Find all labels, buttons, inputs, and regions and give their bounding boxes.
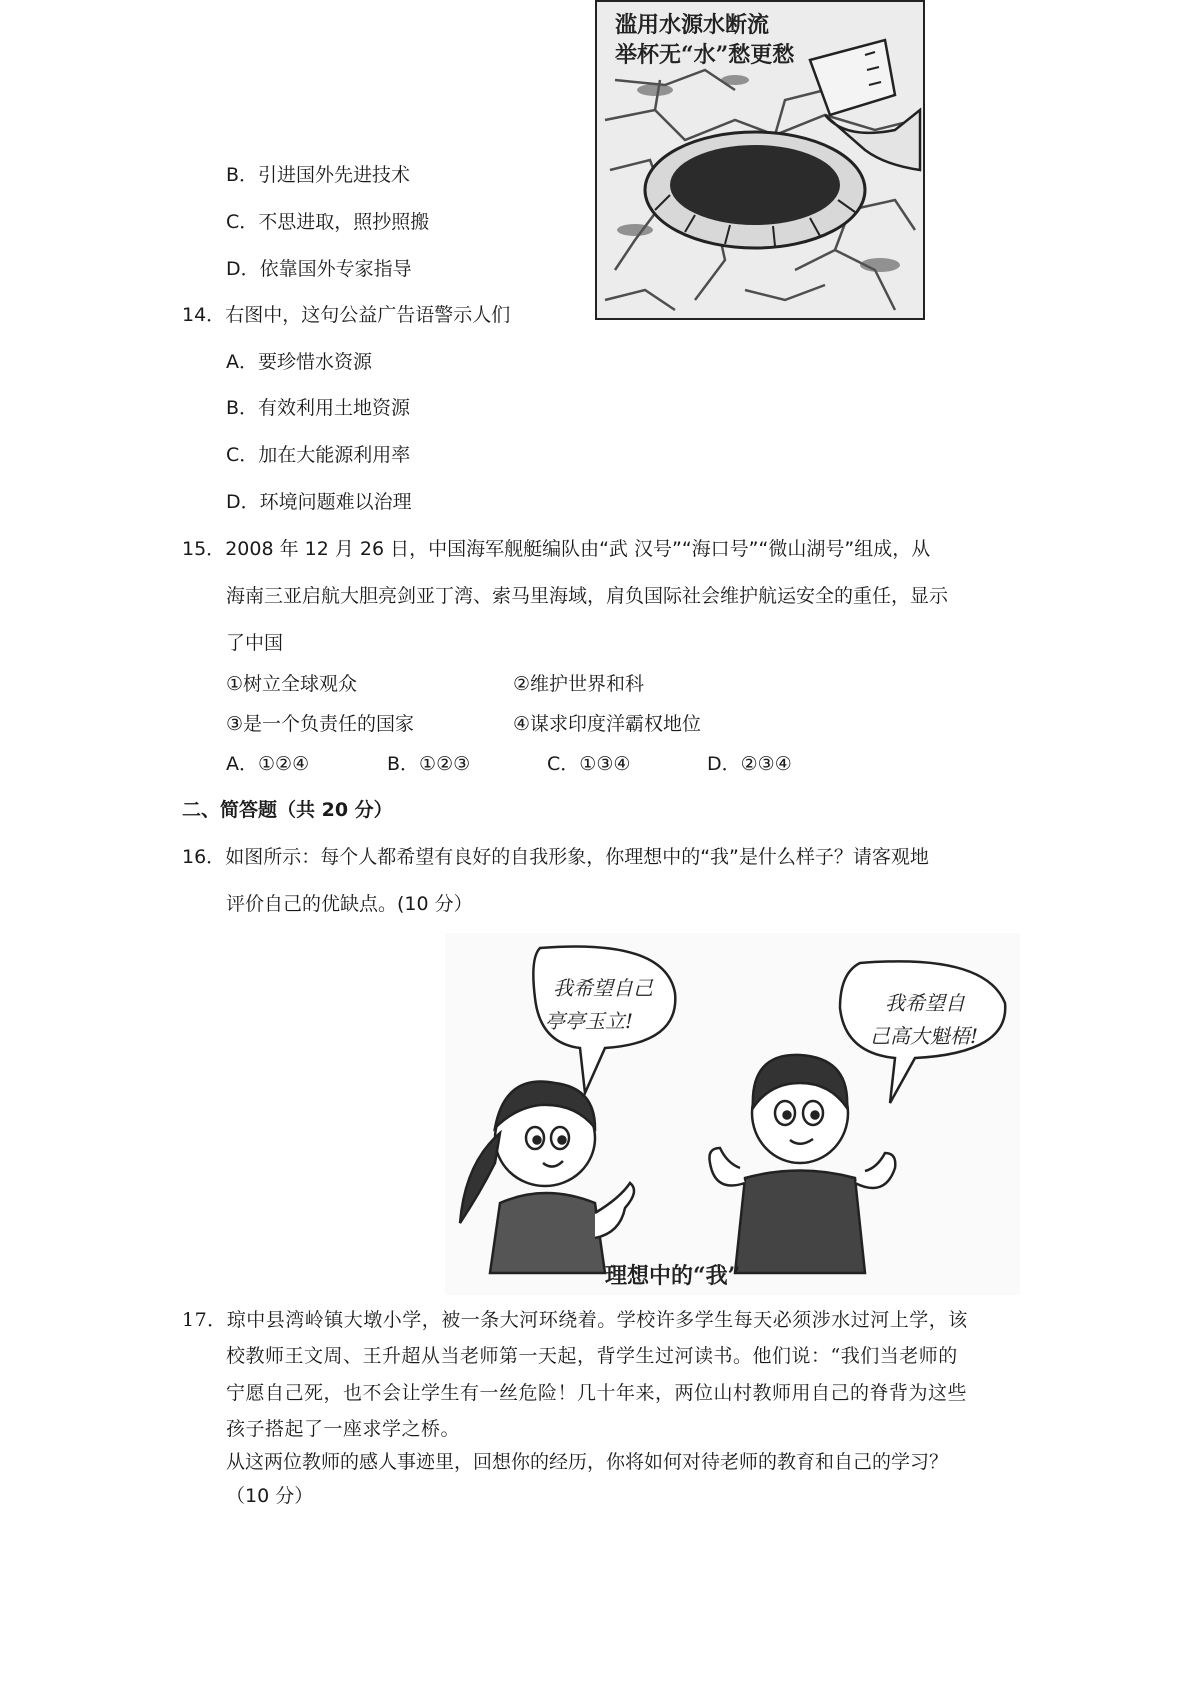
q14-option-b — [226, 395, 410, 421]
option-text: 引进国外先进技术 — [258, 164, 411, 186]
q17-line3: 宁愿自己死，也不会让学生有一丝危险！几十年来，两位山村教师用自己的脊背为这些 — [226, 1382, 968, 1404]
option-text: 有效利用土地资源 — [258, 397, 411, 419]
question-text: 2008 年 12 月 26 日，中国海军舰艇编队由“武 汉号”“海口号”“微山湖号”组成，从 — [225, 538, 931, 560]
option-text: ②③④ — [740, 753, 792, 775]
q17-line1 — [182, 1307, 968, 1333]
q17-line4: 孩子搭起了一座求学之桥。 — [226, 1418, 461, 1440]
option-letter: C． — [547, 753, 580, 775]
q17-line2: 校教师王文周、王升超从当老师第一天起，背学生过河读书。他们说：“我们当老师的 — [226, 1345, 958, 1367]
question-number: 17． — [182, 1309, 227, 1331]
boy-bubble-line2: 己高大魁梧! — [870, 1024, 979, 1048]
option-letter: B． — [226, 397, 259, 419]
option-letter: A． — [226, 351, 258, 373]
q13-option-b — [226, 162, 410, 188]
q15-choice-d — [707, 751, 792, 777]
cartoon-caption: 理想中的“我” — [605, 1263, 741, 1289]
question-text: 琼中县湾岭镇大墩小学，被一条大河环绕着。学校许多学生每天必须涉水过河上学，该 — [226, 1309, 968, 1331]
option-text: ①②③ — [419, 753, 471, 775]
q17-line5: 从这两位教师的感人事迹里，回想你的经历，你将如何对待老师的教育和自己的学习？ — [226, 1451, 949, 1473]
option-text: ①②④ — [258, 753, 310, 775]
q15-statement-3: ③是一个负责任的国家 — [226, 713, 415, 735]
option-letter: A． — [226, 753, 258, 775]
ideal-self-cartoon-figure — [445, 933, 1020, 1295]
poster-caption-line1: 滥用水源水断流 — [615, 12, 770, 38]
q15-stem-line3: 了中国 — [226, 632, 284, 654]
q15-statement-1: ①树立全球观众 — [226, 673, 358, 695]
option-letter: D． — [226, 258, 260, 280]
option-letter: B． — [387, 753, 420, 775]
option-letter: D． — [707, 753, 741, 775]
section2-title: 二、简答题（共 20 分） — [182, 799, 393, 821]
q14-option-a — [226, 349, 372, 375]
q15-stem-line1 — [182, 536, 930, 562]
q13-option-d — [226, 256, 412, 282]
option-text: 不思进取，照抄照搬 — [258, 211, 430, 233]
option-letter: C． — [226, 211, 259, 233]
q16-stem-line2: 评价自己的优缺点。(10 分） — [226, 893, 473, 915]
q15-statement-2: ②维护世界和科 — [513, 673, 645, 695]
girl-bubble-line1: 我希望自己 — [553, 976, 653, 1000]
question-text: 右图中，这句公益广告语警示人们 — [225, 304, 511, 326]
q14-option-d — [226, 489, 412, 515]
water-poster-illustration — [595, 0, 925, 322]
q15-choice-a — [226, 751, 309, 777]
option-letter: B． — [226, 164, 259, 186]
q13-option-c — [226, 209, 429, 235]
option-text: 依靠国外专家指导 — [259, 258, 412, 280]
option-text: 加在大能源利用率 — [258, 444, 411, 466]
option-text: 要珍惜水资源 — [258, 351, 373, 373]
q14-stem — [182, 302, 510, 328]
q15-stem-line2: 海南三亚启航大胆亮剑亚丁湾、索马里海域，肩负国际社会维护航运安全的重任，显示 — [226, 585, 949, 607]
q14-option-c — [226, 442, 410, 468]
question-number: 14． — [182, 304, 226, 326]
q15-statement-4: ④谋求印度洋霸权地位 — [513, 713, 702, 735]
water-poster-figure — [595, 0, 925, 322]
question-text: 如图所示：每个人都希望有良好的自我形象，你理想中的“我”是什么样子？请客观地 — [225, 846, 929, 868]
q17-line6: （10 分） — [226, 1485, 314, 1507]
question-number: 16． — [182, 846, 226, 868]
ideal-self-cartoon-illustration — [445, 933, 1020, 1295]
q15-choice-b — [387, 751, 470, 777]
question-number: 15． — [182, 538, 226, 560]
girl-bubble-line2: 亭亭玉立! — [545, 1009, 634, 1033]
option-text: ①③④ — [579, 753, 631, 775]
q16-stem-line1 — [182, 844, 929, 870]
option-letter: D． — [226, 491, 260, 513]
boy-bubble-line1: 我希望自 — [885, 991, 965, 1015]
option-text: 环境问题难以治理 — [259, 491, 412, 513]
option-letter: C． — [226, 444, 259, 466]
poster-caption-line2: 举杯无“水”愁更愁 — [615, 42, 795, 68]
q15-choice-c — [547, 751, 630, 777]
